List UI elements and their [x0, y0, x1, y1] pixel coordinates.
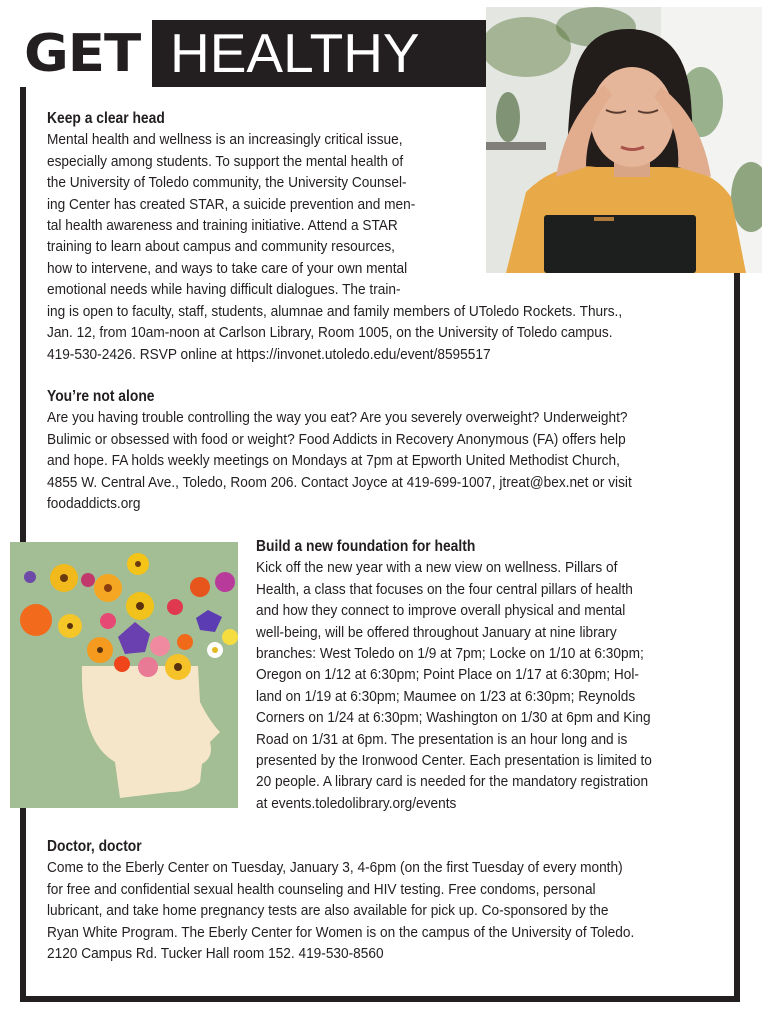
- body-line: Oregon on 1/12 at 6:30pm; Point Place on 1/17 at 6:30pm; Hol-: [256, 666, 639, 684]
- body-line: Bulimic or obsessed with food or weight? Food Addicts in Recovery Anonymous (FA) offers help: [47, 430, 626, 448]
- section-keep-clear-head: [47, 108, 461, 301]
- body-line: branches: West Toledo on 1/9 at 7pm; Locke on 1/10 at 6:30pm;: [256, 645, 644, 663]
- body-line: and hope. FA holds weekly meetings on Mondays at 7pm at Epworth United Methodist Church,: [47, 452, 620, 470]
- body-line: 20 people. A library card is needed for the mandatory registration: [256, 773, 649, 791]
- body-line: tal health awareness and training initiative. Attend a STAR: [47, 217, 398, 235]
- body-line: Are you having trouble controlling the way you eat? Are you severely overweight? Underweight?: [47, 409, 628, 427]
- body-line: foodaddicts.org: [47, 495, 141, 513]
- flower-head-illustration: [10, 542, 238, 808]
- flower-head-photo: [10, 542, 238, 808]
- section-doctor-doctor: [47, 836, 731, 964]
- body-line: Health, a class that focuses on the four central pillars of health: [256, 580, 633, 598]
- body-line: for free and confidential sexual health counseling and HIV testing. Free condoms, personal: [47, 880, 596, 898]
- section-not-alone: [47, 386, 731, 514]
- section-heading: You’re not alone: [47, 388, 155, 405]
- stressed-woman-photo: [486, 7, 762, 273]
- body-line: presented by the Ironwood Center. Each presentation is limited to: [256, 752, 652, 770]
- body-line: especially among students. To support the mental health of: [47, 152, 404, 170]
- body-line: Ryan White Program. The Eberly Center for Women is on the campus of the University of Toledo.: [47, 923, 635, 941]
- body-line: Jan. 12, from 10am-noon at Carlson Library, Room 1005, on the University of Toledo campus.: [47, 324, 613, 342]
- section-heading: Doctor, doctor: [47, 838, 142, 855]
- body-line: lubricant, and take home pregnancy tests are also available for pick up. Co-sponsored by the: [47, 902, 609, 920]
- body-line: 2120 Campus Rd. Tucker Hall room 152. 419-530-8560: [47, 945, 384, 963]
- header-title-healthy: HEALTHY: [170, 22, 420, 84]
- body-line: at events.toledolibrary.org/events: [256, 794, 457, 812]
- body-line: land on 1/19 at 6:30pm; Maumee on 1/23 at 6:30pm; Reynolds: [256, 687, 636, 705]
- body-line: and how they connect to improve overall physical and mental: [256, 602, 626, 620]
- body-line: Come to the Eberly Center on Tuesday, January 3, 4-6pm (on the first Tuesday of every month): [47, 859, 623, 877]
- body-line: Mental health and wellness is an increasingly critical issue,: [47, 131, 403, 149]
- body-line: ing is open to faculty, staff, students, alumnae and family members of UToledo Rockets. Thurs.,: [47, 303, 623, 320]
- body-line: the University of Toledo community, the University Counsel-: [47, 174, 407, 192]
- body-line: how to intervene, and ways to take care of your own mental: [47, 259, 408, 277]
- section-heading: Keep a clear head: [47, 110, 165, 127]
- body-line: ing Center has created STAR, a suicide prevention and men-: [47, 195, 416, 213]
- stressed-woman-illustration: [486, 7, 762, 273]
- body-line: emotional needs while having difficult dialogues. The train-: [47, 281, 401, 299]
- header-title-get: GET: [24, 24, 141, 84]
- section-heading: Build a new foundation for health: [256, 538, 476, 555]
- body-line: Kick off the new year with a new view on wellness. Pillars of: [256, 559, 618, 577]
- body-line: 419-530-2426. RSVP online at https://invonet.utoledo.edu/event/8595517: [47, 345, 491, 363]
- body-line: training to learn about campus and community resources,: [47, 238, 395, 256]
- section-keep-clear-head-continued: [47, 301, 731, 365]
- body-line: Road on 1/31 at 6pm. The presentation is an hour long and is: [256, 730, 628, 748]
- section-new-foundation: [256, 536, 711, 814]
- body-line: Corners on 1/24 at 6:30pm; Washington on 1/30 at 6pm and King: [256, 709, 651, 727]
- body-line: 4855 W. Central Ave., Toledo, Room 206. Contact Joyce at 419-699-1007, jtreat@bex.net or visit: [47, 473, 632, 491]
- body-line: well-being, will be offered throughout January at nine library: [256, 623, 617, 641]
